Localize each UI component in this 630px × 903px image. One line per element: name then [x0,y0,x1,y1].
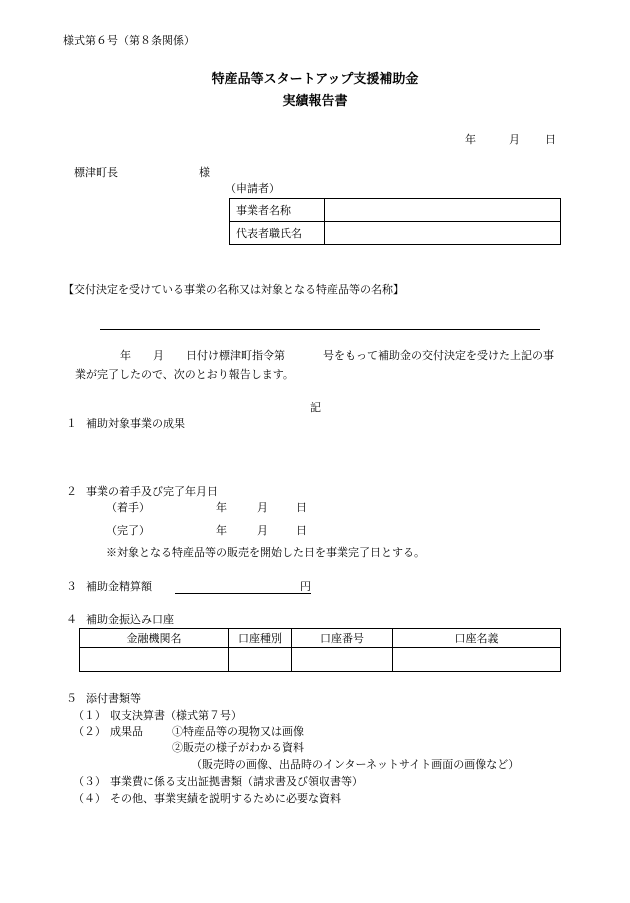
attachment-sub: ①特産品等の現物又は画像 [172,725,304,738]
form-number: 様式第６号（第８条関係） [63,34,195,47]
attachment-text: 収支決算書（様式第７号） [110,709,242,722]
account-type-field[interactable] [229,648,292,672]
attachment-number: （１） [73,709,106,722]
section4-title: 補助金振込み口座 [86,613,174,626]
attachment-text: その他、事業実績を説明するために必要な資料 [110,792,341,805]
start-month: 月 [257,501,268,514]
complete-label: （完了） [106,524,150,537]
applicant-label: （申請者） [225,182,280,195]
applicant-row [230,222,561,245]
start-day: 日 [296,501,307,514]
start-year: 年 [216,501,227,514]
section2-number: ２ [66,485,77,498]
attachment-number: （２） [73,725,106,738]
date-day: 日 [545,133,556,146]
applicant-table [229,198,561,245]
account-number-header: 口座番号 [292,629,393,648]
attachment-number: （３） [73,775,106,788]
ki-heading: 記 [310,401,321,414]
completion-note: ※対象となる特産品等の販売を開始した日を事業完了日とする。 [106,546,425,559]
account-type-header: 口座種別 [229,629,292,648]
complete-year: 年 [216,524,227,537]
section1-number: １ [66,417,77,430]
document-subtitle: 実績報告書 [282,94,348,109]
bank-table-row [80,648,561,672]
section5-number: ５ [66,692,77,705]
attachment-text: 成果品 [110,725,143,738]
applicant-row [230,199,561,222]
document-title: 特産品等スタートアップ支援補助金 [211,72,419,87]
attachment-sub: ②販売の様子がわかる資料 [172,741,304,754]
section1-title: 補助対象事業の成果 [86,417,185,430]
complete-day: 日 [296,524,307,537]
decision-month: 月 [153,349,164,362]
business-name-field[interactable] [325,199,561,222]
section5-title: 添付書類等 [86,692,141,705]
complete-month: 月 [257,524,268,537]
body-text-line2: 業が完了したので、次のとおり報告します。 [75,368,294,381]
project-name-line[interactable] [100,329,540,330]
section3-number: ３ [66,580,77,593]
account-holder-field[interactable] [393,648,561,672]
representative-label: 代表者職氏名 [230,222,325,245]
project-heading: 【交付決定を受けている事業の名称又は対象となる特産品等の名称】 [63,283,404,296]
attachment-sub-note: （販売時の画像、出品時のインターネットサイト画面の画像など） [191,758,520,771]
attachment-number: （４） [73,792,106,805]
business-name-label: 事業者名称 [230,199,325,222]
bank-table-header [80,629,561,648]
account-holder-header: 口座名義 [393,629,561,648]
section2-title: 事業の着手及び完了年月日 [86,485,218,498]
representative-field[interactable] [325,222,561,245]
date-year: 年 [465,133,476,146]
body-text-part1: 日付け標津町指令第 [186,349,285,362]
body-text-part2: 号をもって補助金の交付決定を受けた上記の事 [323,349,554,362]
start-label: （着手） [106,501,150,514]
attachment-text: 事業費に係る支出証拠書類（請求書及び領収書等） [110,775,363,788]
settlement-amount-field[interactable] [175,593,311,594]
decision-year: 年 [120,349,131,362]
settlement-unit: 円 [300,580,311,593]
bank-name-header: 金融機関名 [80,629,229,648]
bank-name-field[interactable] [80,648,229,672]
addressee-name: 標津町長 [74,166,118,179]
section3-title: 補助金精算額 [86,580,152,593]
addressee-honorific: 様 [199,166,210,179]
date-month: 月 [509,133,520,146]
section4-number: ４ [66,613,77,626]
account-number-field[interactable] [292,648,393,672]
bank-account-table [79,628,561,672]
